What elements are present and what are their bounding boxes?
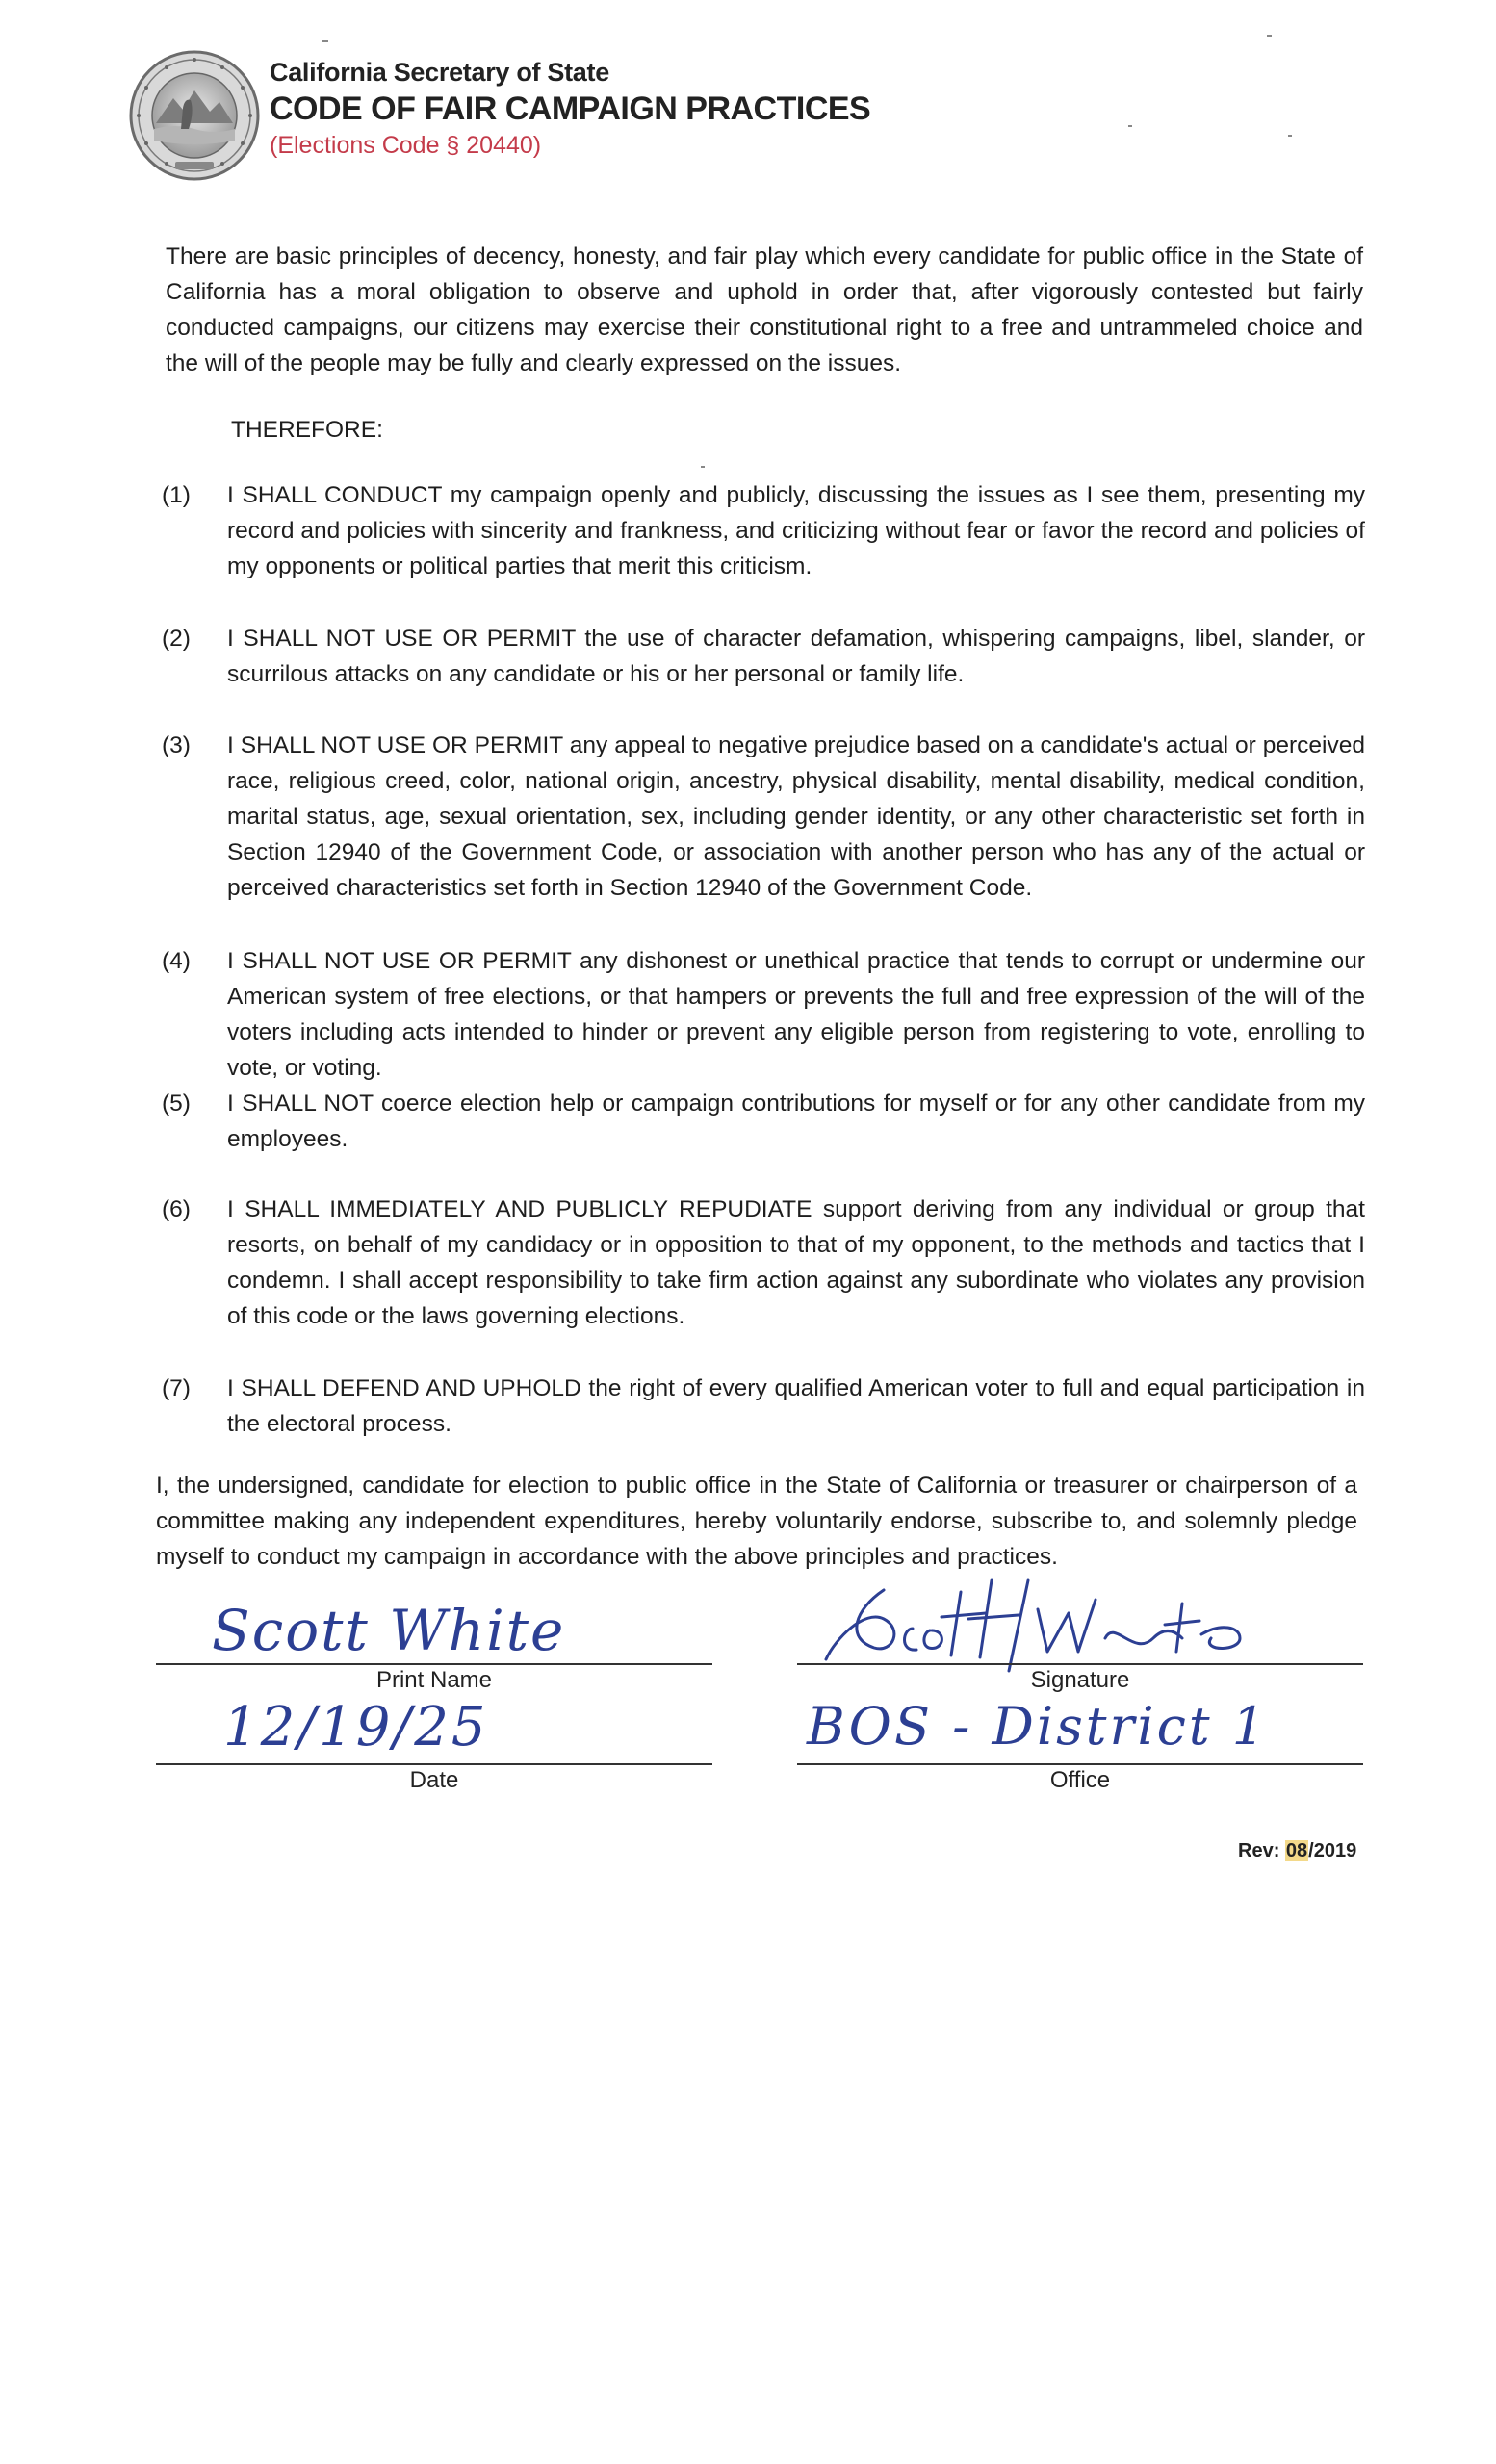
principle-number: (7)	[162, 1375, 191, 1401]
principle-item	[162, 1192, 1365, 1334]
agency-name: California Secretary of State	[270, 58, 609, 87]
principle-text: I SHALL NOT USE OR PERMIT any dishonest or unethical practice that tends to corrupt or undermine our American system of free elections, or that hampers or prevents the full and free expression of the will of the voters including acts intended to hinder or prevent any eligible person from registering to vote, enrolling to vote, or voting.	[227, 948, 1365, 1081]
revision-label: Rev:	[1238, 1840, 1285, 1861]
principle-text: I SHALL CONDUCT my campaign openly and publicly, discussing the issues as I see them, presenting my record and policies with sincerity and frankness, and criticizing without fear or favor the record and policies of my opponents or political parties that merit this criticism.	[227, 482, 1365, 579]
principle-item	[162, 728, 1365, 906]
revision-month: 08	[1285, 1840, 1308, 1861]
date-value: 12/19/25	[223, 1696, 489, 1758]
handwritten-signature	[816, 1571, 1355, 1677]
principle-item	[162, 477, 1365, 584]
office-label: Office	[1049, 1767, 1111, 1793]
principle-text: I SHALL IMMEDIATELY AND PUBLICLY REPUDIATE support deriving from any individual or group that resorts, on behalf of my candidacy or in opposition to that of my opponent, to the methods and tactics that I condemn. I shall accept responsibility to take firm action against any subordinate who violates any provision of this code or the laws governing elections.	[227, 1196, 1365, 1329]
state-seal-icon	[127, 48, 262, 183]
document-header	[270, 56, 1136, 162]
scan-speck	[1267, 35, 1272, 37]
principle-item	[162, 621, 1365, 692]
office-line	[797, 1763, 1363, 1765]
signature-label: Signature	[1030, 1667, 1130, 1693]
principle-number: (2)	[162, 626, 191, 652]
principle-item	[162, 1371, 1365, 1442]
revision-stamp	[1238, 1840, 1356, 1862]
principle-text: I SHALL DEFEND AND UPHOLD the right of every qualified American voter to full and equal participation in the electoral process.	[227, 1375, 1365, 1437]
print-name-field[interactable]	[156, 1578, 712, 1694]
date-field[interactable]	[156, 1679, 712, 1794]
date-label: Date	[409, 1767, 459, 1793]
scan-speck	[701, 466, 705, 468]
print-name-line	[156, 1663, 712, 1665]
principle-text: I SHALL NOT coerce election help or campaign contributions for myself or for any other candidate from my employees.	[227, 1091, 1365, 1152]
revision-year: /2019	[1308, 1840, 1357, 1861]
scan-speck	[1288, 135, 1292, 137]
office-field[interactable]	[797, 1679, 1363, 1794]
principle-number: (3)	[162, 732, 191, 758]
principle-item	[162, 943, 1365, 1086]
signature-line	[797, 1663, 1363, 1665]
principle-item	[162, 1086, 1365, 1157]
principle-text: I SHALL NOT USE OR PERMIT the use of character defamation, whispering campaigns, libel, slander, or scurrilous attacks on any candidate or his or her personal or family life.	[227, 626, 1365, 687]
document-title: CODE OF FAIR CAMPAIGN PRACTICES	[270, 90, 871, 127]
principle-number: (5)	[162, 1091, 191, 1116]
date-line	[156, 1763, 712, 1765]
therefore-heading: THEREFORE:	[231, 417, 383, 443]
principle-number: (6)	[162, 1196, 191, 1222]
elections-code-reference: (Elections Code § 20440)	[270, 132, 542, 159]
principle-number: (1)	[162, 482, 191, 508]
office-value: BOS - District 1	[807, 1696, 1269, 1757]
principle-text: I SHALL NOT USE OR PERMIT any appeal to negative prejudice based on a candidate's actual or perceived race, religious creed, color, national origin, ancestry, physical disability, mental disability, medical condition, marital status, age, sexual orientation, sex, including gender identity, or any other characteristic set forth in Section 12940 of the Government Code, or association with another person who has any of the actual or perceived characteristics set forth in Section 12940 of the Government Code.	[227, 732, 1365, 901]
principle-number: (4)	[162, 948, 191, 974]
print-name-label: Print Name	[375, 1667, 493, 1693]
intro-paragraph: There are basic principles of decency, honesty, and fair play which every candidate for public office in the State of California has a moral obligation to observe and uphold in order that, after vigorously contested but fairly conducted campaigns, our citizens may exercise their constitutional right to a free and untrammeled choice and the will of the people may be fully and clearly expressed on the issues.	[166, 244, 1363, 376]
scan-speck	[322, 40, 328, 42]
print-name-value: Scott White	[212, 1598, 566, 1663]
pledge-paragraph: I, the undersigned, candidate for election to public office in the State of California or treasurer or chairperson of a committee making any independent expenditures, hereby voluntarily endorse, subscribe to, and solemnly pledge myself to conduct my campaign in accordance with the above principles and practices.	[156, 1473, 1357, 1570]
signature-field[interactable]	[797, 1578, 1363, 1694]
